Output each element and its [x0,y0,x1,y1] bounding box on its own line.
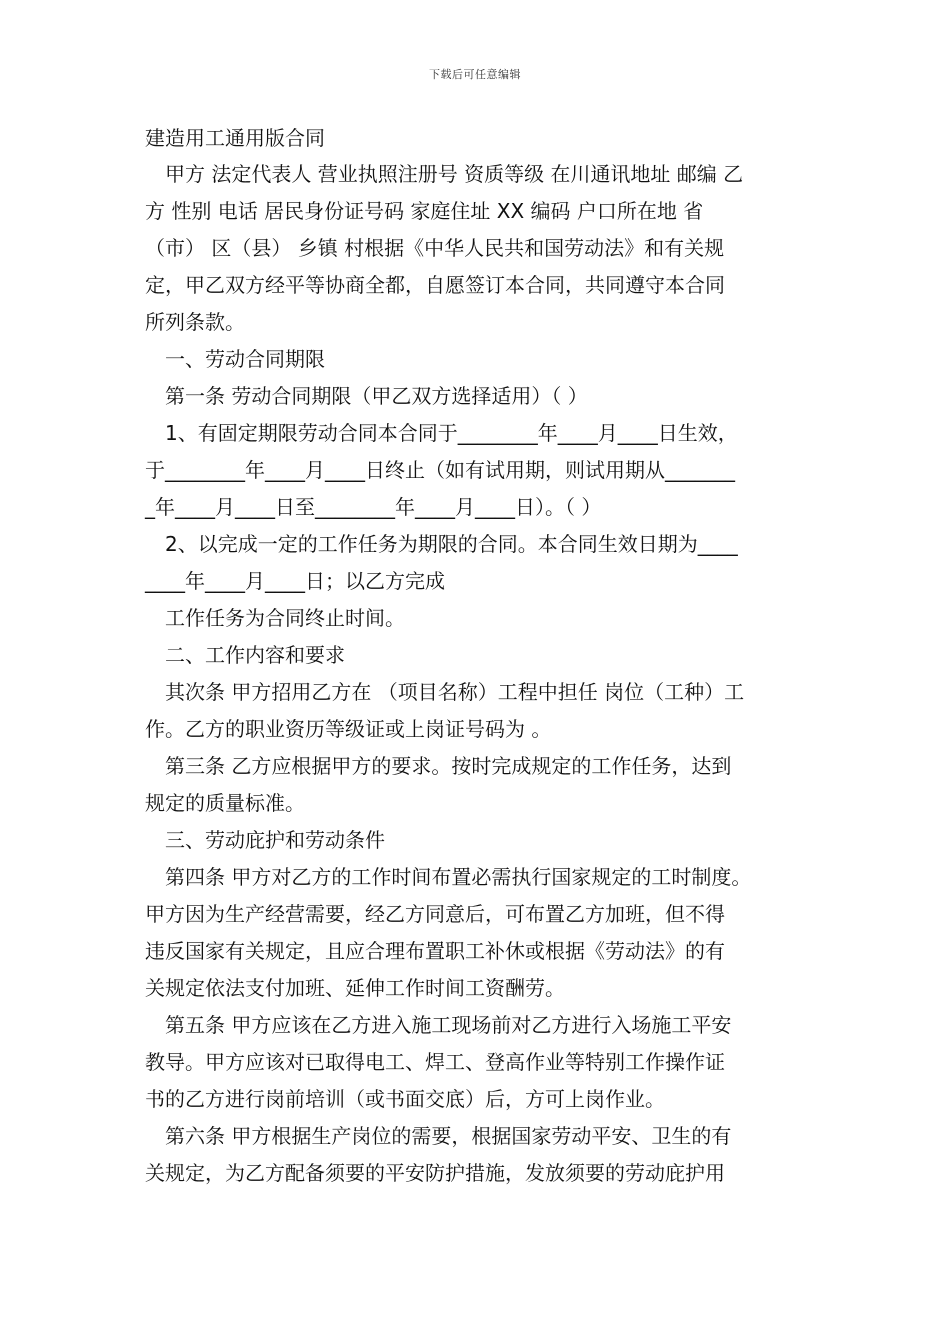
document-body [145,156,807,1192]
text-line: 定，甲乙双方经平等协商全都，自愿签订本合同，共同遵守本合同 [145,273,725,297]
text-line: 一、劳动合同期限 [165,347,325,371]
text-line: 方 性别 电话 居民身份证号码 家庭住址 XX 编码 户口所在地 省 [145,199,704,223]
text-line: 三、劳动庇护和劳动条件 [165,828,385,852]
text-line: 1、有固定期限劳动合同本合同于________年____月____日生效， [165,421,738,445]
text-line: 甲方 法定代表人 营业执照注册号 资质等级 在川通讯地址 邮编 乙 [165,162,744,186]
text-line: 于________年____月____日终止（如有试用期，则试用期从_______ [145,458,735,482]
text-line: 第四条 甲方对乙方的工作时间布置必需执行国家规定的工时制度。 [165,865,752,889]
text-line: 关规定依法支付加班、延伸工作时间工资酬劳。 [145,976,565,1000]
text-line: 关规定，为乙方配备须要的平安防护措施，发放须要的劳动庇护用 [145,1161,725,1185]
document-title: 建造用工通用版合同 [145,126,325,150]
text-line: 第三条 乙方应根据甲方的要求。按时完成规定的工作任务，达到 [165,754,732,778]
text-line: （市） 区（县） 乡镇 村根据《中华人民共和国劳动法》和有关规 [145,236,725,260]
text-line: 二、工作内容和要求 [165,643,345,667]
text-line: ____年____月____日；以乙方完成 [145,569,445,593]
text-line: 工作任务为合同终止时间。 [165,606,405,630]
text-line: 其次条 甲方招用乙方在 （项目名称）工程中担任 岗位（工种）工 [165,680,745,704]
text-line: _年____月____日至________年____月____日）。（ ） [145,495,602,519]
page-header-note: 下载后可任意编辑 [429,68,521,81]
text-line: 书的乙方进行岗前培训（或书面交底）后，方可上岗作业。 [145,1087,665,1111]
text-line: 作。乙方的职业资历等级证或上岗证号码为 。 [145,717,552,741]
text-line: 违反国家有关规定，且应合理布置职工补休或根据《劳动法》的有 [145,939,725,963]
text-line: 教导。甲方应该对已取得电工、焊工、登高作业等特别工作操作证 [145,1050,725,1074]
text-line: 第一条 劳动合同期限（甲乙双方选择适用）（ ） [165,384,588,408]
text-line: 第五条 甲方应该在乙方进入施工现场前对乙方进行入场施工平安 [165,1013,732,1037]
text-line: 甲方因为生产经营需要，经乙方同意后，可布置乙方加班，但不得 [145,902,725,926]
text-line: 第六条 甲方根据生产岗位的需要，根据国家劳动平安、卫生的有 [165,1124,732,1148]
text-line: 2、以完成一定的工作任务为期限的合同。本合同生效日期为____ [165,532,738,556]
text-line: 所列条款。 [145,310,245,334]
text-line: 规定的质量标准。 [145,791,305,815]
